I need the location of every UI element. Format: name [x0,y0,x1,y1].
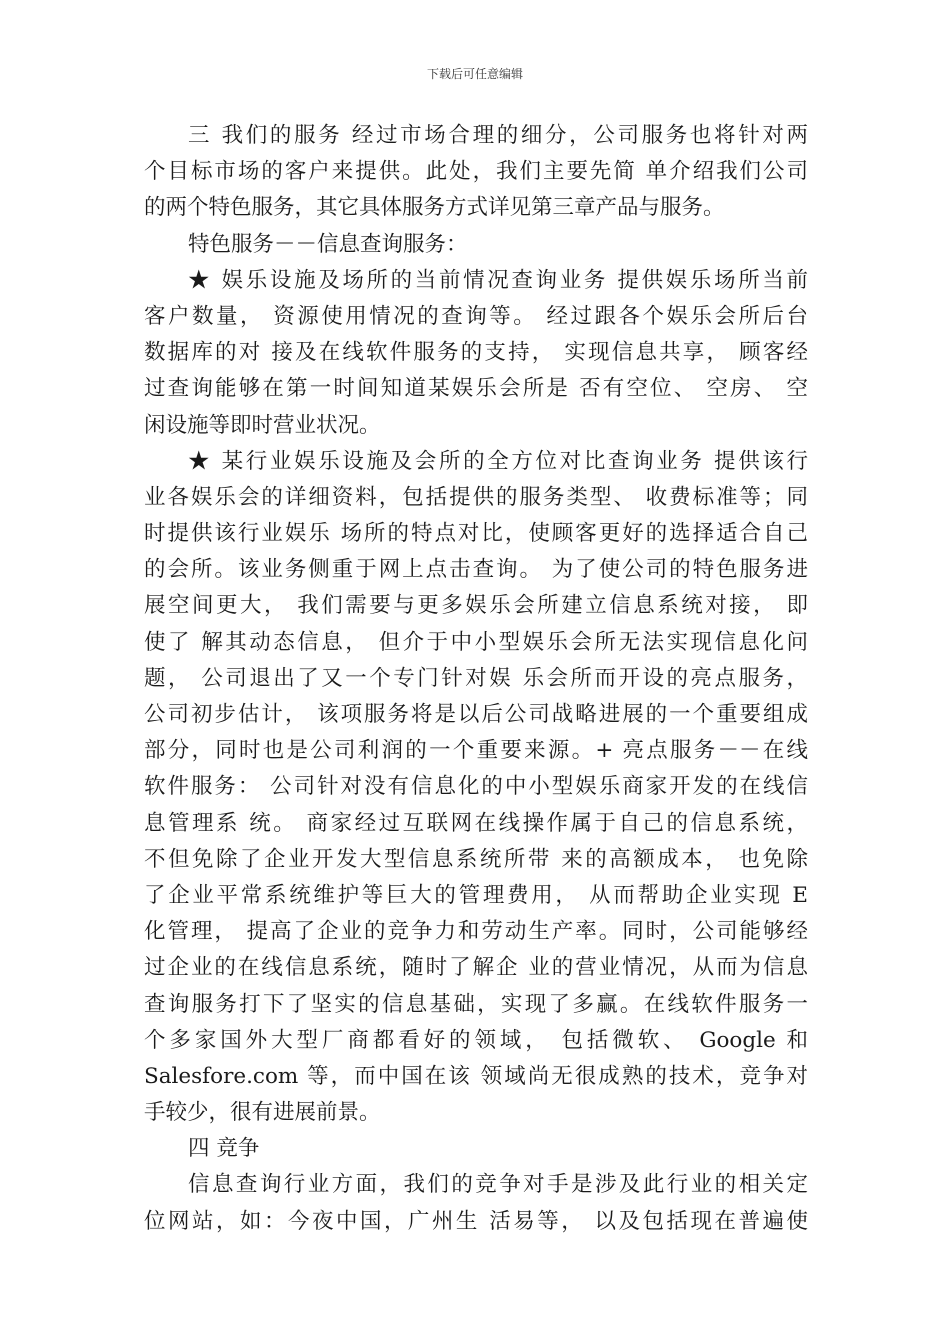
text-line: 软件服务： 公司针对没有信息化的中小型娱乐商家开发的在线信 [144,774,808,800]
text-line: 的两个特色服务，其它具体服务方式详见第三章产品与服务。 [144,195,725,221]
text-line: 息管理系 统。 商家经过互联网在线操作属于自己的信息系统， [144,810,808,836]
text-line: 特色服务－－信息查询服务： [188,231,468,257]
text-line: 公司初步估计， 该项服务将是以后公司战略进展的一个重要组成 [144,702,808,727]
text-line: 客户数量， 资源使用情况的查询等。 经过跟各个娱乐会所后台 [144,303,808,329]
text-line: 四 竞争 [188,1136,260,1162]
document-body [144,118,808,1240]
text-line: 手较少，很有进展前景。 [144,1100,381,1126]
text-line: ★ 某行业娱乐设施及会所的全方位对比查询业务 提供该行 [188,448,808,474]
text-line: 个目标市场的客户来提供。此处，我们主要先简 单介绍我们公司 [144,159,808,185]
text-line: 查询服务打下了坚实的信息基础，实现了多赢。在线软件服务一 [144,991,808,1017]
text-line: 题， 公司退出了又一个专门针对娱 乐会所而开设的亮点服务， [144,665,808,691]
text-line: 过查询能够在第一时间知道某娱乐会所是 否有空位、 空房、 空 [144,376,808,402]
text-line: 位网站，如：今夜中国，广州生 活易等， 以及包括现在普遍使 [144,1208,808,1234]
text-line: 化管理， 提高了企业的竞争力和劳动生产率。同时，公司能够经 [144,919,808,945]
text-line: 展空间更大， 我们需要与更多娱乐会所建立信息系统对接， 即 [144,593,808,619]
text-line: 部分，同时也是公司利润的一个重要来源。+ 亮点服务－－在线 [144,738,808,764]
text-line: 三 我们的服务 经过市场合理的细分，公司服务也将针对两 [188,123,808,148]
text-line: ★ 娱乐设施及场所的当前情况查询业务 提供娱乐场所当前 [188,267,808,293]
text-line: 闲设施等即时营业状况。 [144,412,381,438]
page-header: 下载后可任意编辑 [426,67,523,81]
text-line: 的会所。该业务侧重于网上点击查询。 为了使公司的特色服务进 [144,557,808,583]
text-line: Salesfore.com 等，而中国在该 领域尚无很成熟的技术，竞争对 [144,1063,808,1089]
text-line: 过企业的在线信息系统，随时了解企 业的营业情况，从而为信息 [144,955,808,981]
text-line: 不但免除了企业开发大型信息系统所带 来的高额成本， 也免除 [144,846,808,872]
text-line: 数据库的对 接及在线软件服务的支持， 实现信息共享， 顾客经 [144,340,808,366]
text-line: 了企业平常系统维护等巨大的管理费用， 从而帮助企业实现 E [144,882,808,908]
text-line: 个多家国外大型厂商都看好的领域， 包括微软、 Google 和 [144,1027,808,1053]
text-line: 信息查询行业方面，我们的竞争对手是涉及此行业的相关定 [188,1172,808,1198]
text-line: 使了 解其动态信息， 但介于中小型娱乐会所无法实现信息化问 [144,629,808,655]
text-line: 业各娱乐会的详细资料，包括提供的服务类型、 收费标准等；同 [144,484,808,510]
text-line: 时提供该行业娱乐 场所的特点对比，使顾客更好的选择适合自己 [144,521,808,547]
